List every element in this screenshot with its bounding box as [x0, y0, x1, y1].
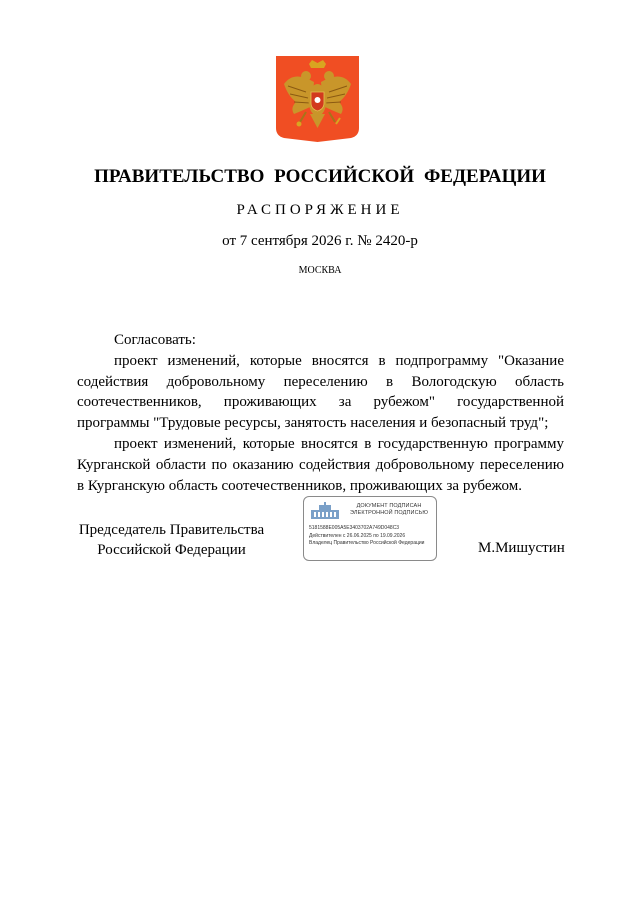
body-paragraph: проект изменений, которые вносятся в подпрограмму "Оказание содействия добровольному переселению в Вологодскую область соотечественников, проживающих за рубежом" государственной программы "Трудовые ресурсы, занятость населения и безопасный труд";: [77, 352, 564, 432]
signer-position-line: Российской Федерации: [97, 542, 246, 558]
document-type: РАСПОРЯЖЕНИЕ: [236, 202, 404, 218]
russian-coat-of-arms-icon: [276, 56, 359, 142]
signer-position-line: Председатель Правительства: [78, 522, 265, 538]
stamp-validity: Действителен с 26.06.2025 по 19.09.2026: [309, 533, 406, 539]
signer-name: М.Мишустин: [478, 540, 565, 556]
stamp-owner: Владелец Правительство Российской Федерации: [309, 540, 425, 546]
document-city: МОСКВА: [298, 265, 342, 276]
stamp-heading: ДОКУМЕНТ ПОДПИСАН ЭЛЕКТРОННОЙ ПОДПИСЬЮ: [349, 503, 429, 516]
document-body: [77, 330, 564, 496]
signer-position: [77, 520, 266, 560]
electronic-signature-stamp: [303, 496, 437, 561]
stamp-certificate: 5181588E005A5E3403702A749D048C3: [309, 525, 400, 531]
document-date-number: от 7 сентября 2026 г. № 2420-р: [222, 233, 418, 249]
body-paragraph: Согласовать:: [114, 332, 196, 348]
body-paragraph: проект изменений, которые вносятся в государственную программу Курганской области по оказанию содействия добровольному переселению в Курганскую область соотечественников, проживающих за рубежом.: [77, 435, 564, 494]
government-title: ПРАВИТЕЛЬСТВО РОССИЙСКОЙ ФЕДЕРАЦИИ: [94, 166, 546, 187]
coat-of-arms-emblem: [276, 56, 359, 142]
government-building-icon: [309, 502, 341, 520]
